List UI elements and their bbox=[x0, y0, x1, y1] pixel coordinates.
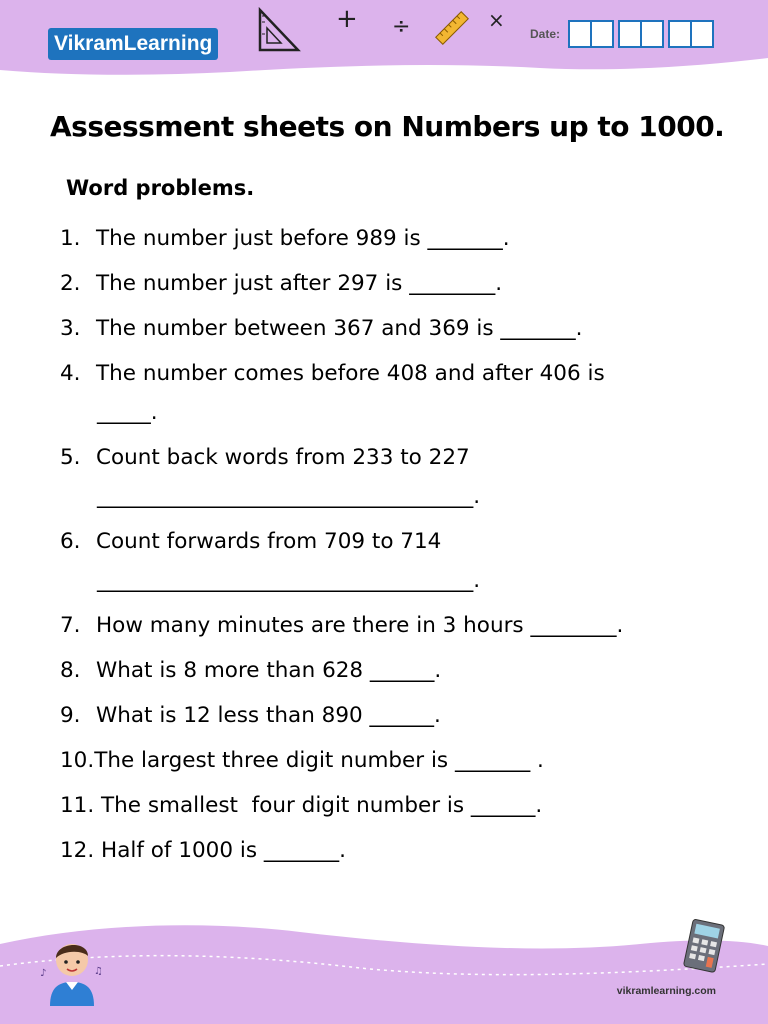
question-number: 8. bbox=[60, 658, 81, 683]
date-box[interactable] bbox=[590, 20, 614, 48]
question-item bbox=[60, 226, 710, 251]
question-item bbox=[60, 271, 710, 296]
question-item bbox=[60, 658, 710, 683]
question-text: The number between 367 and 369 is _______. bbox=[96, 316, 583, 341]
page-title: Assessment sheets on Numbers up to 1000. bbox=[50, 110, 725, 143]
question-item bbox=[60, 316, 710, 341]
question-item bbox=[60, 838, 710, 863]
section-subtitle: Word problems. bbox=[66, 176, 255, 200]
logo-text-learning: Learning bbox=[123, 32, 213, 55]
date-box[interactable] bbox=[640, 20, 664, 48]
answer-line: ___________________________________. bbox=[97, 568, 481, 593]
question-text: The number just before 989 is _______. bbox=[96, 226, 510, 251]
question-text: The number just after 297 is ________. bbox=[96, 271, 503, 296]
answer-line: ___________________________________. bbox=[97, 484, 481, 509]
question-text: Count back words from 233 to 227 bbox=[96, 445, 470, 470]
question-number: 3. bbox=[60, 316, 81, 341]
question-number: 10. bbox=[60, 748, 95, 773]
question-number: 11. bbox=[60, 793, 95, 818]
question-number: 9. bbox=[60, 703, 81, 728]
plus-icon: + bbox=[336, 4, 358, 34]
date-box[interactable] bbox=[568, 20, 592, 48]
svg-text:♫: ♫ bbox=[94, 966, 103, 977]
question-text: Count forwards from 709 to 714 bbox=[96, 529, 442, 554]
question-text: Half of 1000 is _______. bbox=[94, 838, 346, 863]
date-field bbox=[530, 20, 718, 48]
question-text: What is 8 more than 628 ______. bbox=[96, 658, 442, 683]
answer-line: _____. bbox=[97, 400, 158, 425]
date-day-boxes bbox=[568, 20, 612, 48]
question-item bbox=[60, 703, 710, 728]
question-number: 5. bbox=[60, 445, 81, 470]
question-number: 7. bbox=[60, 613, 81, 638]
question-number: 4. bbox=[60, 361, 81, 386]
vikram-learning-logo bbox=[48, 28, 218, 60]
date-month-boxes bbox=[618, 20, 662, 48]
footer-url[interactable]: vikramlearning.com bbox=[616, 985, 716, 997]
question-list bbox=[60, 226, 710, 863]
date-box[interactable] bbox=[668, 20, 692, 48]
calculator-icon bbox=[680, 918, 730, 974]
question-number: 1. bbox=[60, 226, 81, 251]
question-item bbox=[60, 445, 710, 509]
question-item bbox=[60, 748, 710, 773]
question-item bbox=[60, 793, 710, 818]
question-number: 6. bbox=[60, 529, 81, 554]
footer-wave bbox=[0, 914, 768, 1024]
logo-text-vikram: Vikram bbox=[54, 32, 124, 55]
question-text: The number comes before 408 and after 406 is bbox=[96, 361, 605, 386]
date-label: Date: bbox=[530, 27, 561, 41]
question-item bbox=[60, 529, 710, 593]
ruler-icon bbox=[432, 8, 472, 48]
svg-text:♪: ♪ bbox=[40, 968, 47, 979]
child-icon bbox=[36, 930, 108, 1006]
question-text: How many minutes are there in 3 hours ________. bbox=[96, 613, 624, 638]
question-text: The largest three digit number is _______ . bbox=[94, 748, 544, 773]
question-item bbox=[60, 361, 710, 425]
date-year-boxes bbox=[668, 20, 712, 48]
divide-icon: ÷ bbox=[392, 14, 411, 39]
question-text: What is 12 less than 890 ______. bbox=[96, 703, 441, 728]
multiply-icon: × bbox=[488, 8, 505, 32]
question-text: The smallest four digit number is ______. bbox=[94, 793, 543, 818]
question-number: 12. bbox=[60, 838, 95, 863]
question-item bbox=[60, 613, 710, 638]
date-box[interactable] bbox=[690, 20, 714, 48]
set-square-icon bbox=[254, 6, 302, 54]
question-number: 2. bbox=[60, 271, 81, 296]
date-box[interactable] bbox=[618, 20, 642, 48]
